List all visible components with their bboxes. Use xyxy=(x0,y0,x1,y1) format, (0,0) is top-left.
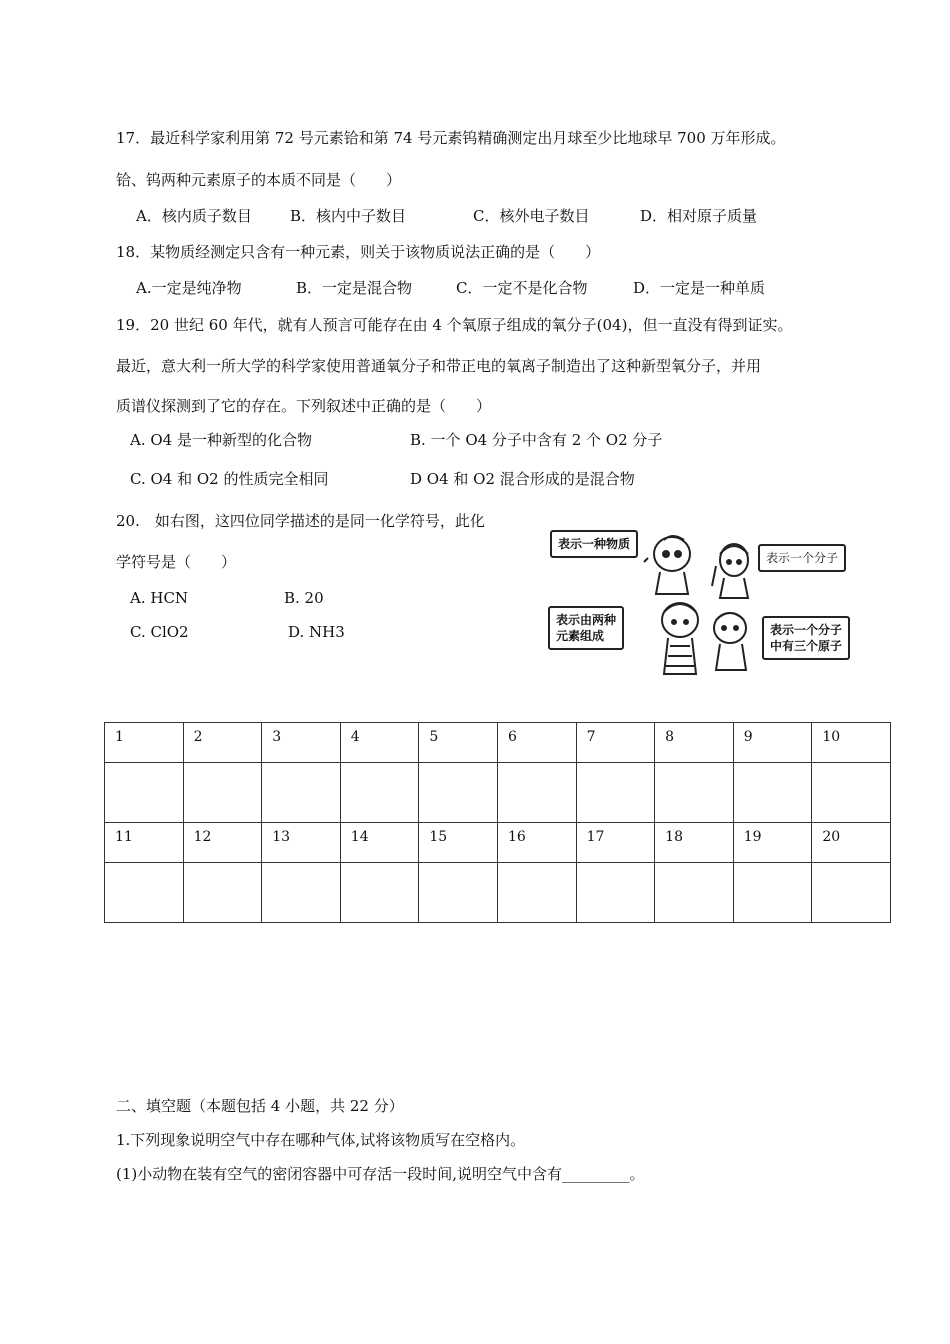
answer-cell[interactable] xyxy=(812,763,891,823)
q19-stem-line1: 19．20 世纪 60 年代，就有人预言可能存在由 4 个氧原子组成的氧分子(04)，但一直没有得到证实。 xyxy=(116,316,793,334)
q18-option-a: A.一定是纯净物 xyxy=(136,279,242,297)
q18-option-d: D．一定是一种单质 xyxy=(633,279,766,297)
student-icon xyxy=(644,536,690,594)
q18-option-b: B．一定是混合物 xyxy=(296,279,413,297)
answer-cell[interactable] xyxy=(576,863,655,923)
answer-cell[interactable] xyxy=(340,863,419,923)
q20-option-b: B. 20 xyxy=(284,589,324,607)
table-cell: 13 xyxy=(262,823,341,863)
table-cell: 18 xyxy=(655,823,734,863)
table-cell: 20 xyxy=(812,823,891,863)
bubble-line: 中有三个原子 xyxy=(770,639,843,653)
answer-cell[interactable] xyxy=(262,763,341,823)
q19-option-d: D O4 和 O2 混合形成的是混合物 xyxy=(410,470,635,488)
q20-stem-line1: 20. 如右图，这四位同学描述的是同一化学符号，此化 xyxy=(116,512,485,530)
q18-stem: 18．某物质经测定只含有一种元素，则关于该物质说法正确的是（ ） xyxy=(116,243,601,261)
answer-cell[interactable] xyxy=(812,863,891,923)
q17-stem-line1: 17．最近科学家利用第 72 号元素铪和第 74 号元素钨精确测定出月球至少比地球早 700 万年形成。 xyxy=(116,129,786,147)
answer-cell[interactable] xyxy=(655,863,734,923)
table-cell: 10 xyxy=(812,723,891,763)
table-cell: 7 xyxy=(576,723,655,763)
answer-cell[interactable] xyxy=(105,863,184,923)
q19-option-b: B. 一个 O4 分子中含有 2 个 O2 分子 xyxy=(410,431,663,449)
answer-cell[interactable] xyxy=(105,763,184,823)
table-cell: 9 xyxy=(733,723,812,763)
table-cell: 3 xyxy=(262,723,341,763)
q17-option-b: B．核内中子数目 xyxy=(290,207,407,225)
q20-option-a: A. HCN xyxy=(130,589,189,607)
table-row xyxy=(105,763,891,823)
table-cell: 11 xyxy=(105,823,184,863)
section2-heading: 二、填空题（本题包括 4 小题，共 22 分） xyxy=(116,1097,404,1115)
table-cell: 6 xyxy=(497,723,576,763)
answer-cell[interactable] xyxy=(183,863,262,923)
q20-option-d: D. NH3 xyxy=(288,623,345,641)
q19-option-a: A. O4 是一种新型的化合物 xyxy=(130,431,312,449)
answer-cell[interactable] xyxy=(419,863,498,923)
table-cell: 16 xyxy=(497,823,576,863)
q17-option-d: D．相对原子质量 xyxy=(640,207,758,225)
table-cell: 5 xyxy=(419,723,498,763)
answer-cell[interactable] xyxy=(262,863,341,923)
table-cell: 4 xyxy=(340,723,419,763)
table-row xyxy=(105,723,891,763)
student-icon xyxy=(712,544,748,598)
table-cell: 19 xyxy=(733,823,812,863)
answer-cell[interactable] xyxy=(655,763,734,823)
q18-option-c: C．一定不是化合物 xyxy=(456,279,588,297)
table-cell: 2 xyxy=(183,723,262,763)
answer-cell[interactable] xyxy=(576,763,655,823)
q19-stem-line2: 最近，意大利一所大学的科学家使用普通氧分子和带正电的氧离子制造出了这种新型氧分子，并用 xyxy=(116,357,762,375)
q17-option-c: C．核外电子数目 xyxy=(473,207,590,225)
table-cell: 17 xyxy=(576,823,655,863)
q20-option-c: C. ClO2 xyxy=(130,623,189,641)
table-cell: 12 xyxy=(183,823,262,863)
table-cell: 8 xyxy=(655,723,734,763)
q19-stem-line3: 质谱仪探测到了它的存在。下列叙述中正确的是（ ） xyxy=(116,397,492,415)
bubble-line: 元素组成 xyxy=(556,629,605,643)
q20-stem-line2: 学符号是（ ） xyxy=(116,553,237,571)
answer-cell[interactable] xyxy=(733,863,812,923)
answer-cell[interactable] xyxy=(340,763,419,823)
section2-q1-part1: (1)小动物在装有空气的密闭容器中可存活一段时间,说明空气中含有_________。 xyxy=(116,1165,645,1183)
answer-table xyxy=(104,722,891,923)
answer-cell[interactable] xyxy=(419,763,498,823)
speech-bubble-one-molecule: 表示一个分子 xyxy=(758,544,846,572)
bubble-line: 表示由两种 xyxy=(556,613,617,627)
table-row xyxy=(105,823,891,863)
speech-bubble-one-substance: 表示一种物质 xyxy=(550,530,638,558)
section2-q1-stem: 1.下列现象说明空气中存在哪种气体,试将该物质写在空格内。 xyxy=(116,1131,526,1149)
table-cell: 15 xyxy=(419,823,498,863)
answer-cell[interactable] xyxy=(497,863,576,923)
q19-option-c: C. O4 和 O2 的性质完全相同 xyxy=(130,470,329,488)
student-cartoon-drawings xyxy=(544,524,860,680)
table-cell: 1 xyxy=(105,723,184,763)
answer-cell[interactable] xyxy=(733,763,812,823)
table-cell: 14 xyxy=(340,823,419,863)
answer-cell[interactable] xyxy=(183,763,262,823)
q17-option-a: A．核内质子数目 xyxy=(136,207,252,225)
student-icon xyxy=(714,613,746,670)
students-cartoon-figure xyxy=(544,524,860,680)
bubble-line: 表示一个分子 xyxy=(770,623,843,637)
answer-cell[interactable] xyxy=(497,763,576,823)
q17-stem-line2: 铪、钨两种元素原子的本质不同是（ ） xyxy=(116,171,402,189)
table-row xyxy=(105,863,891,923)
student-icon xyxy=(662,603,698,674)
